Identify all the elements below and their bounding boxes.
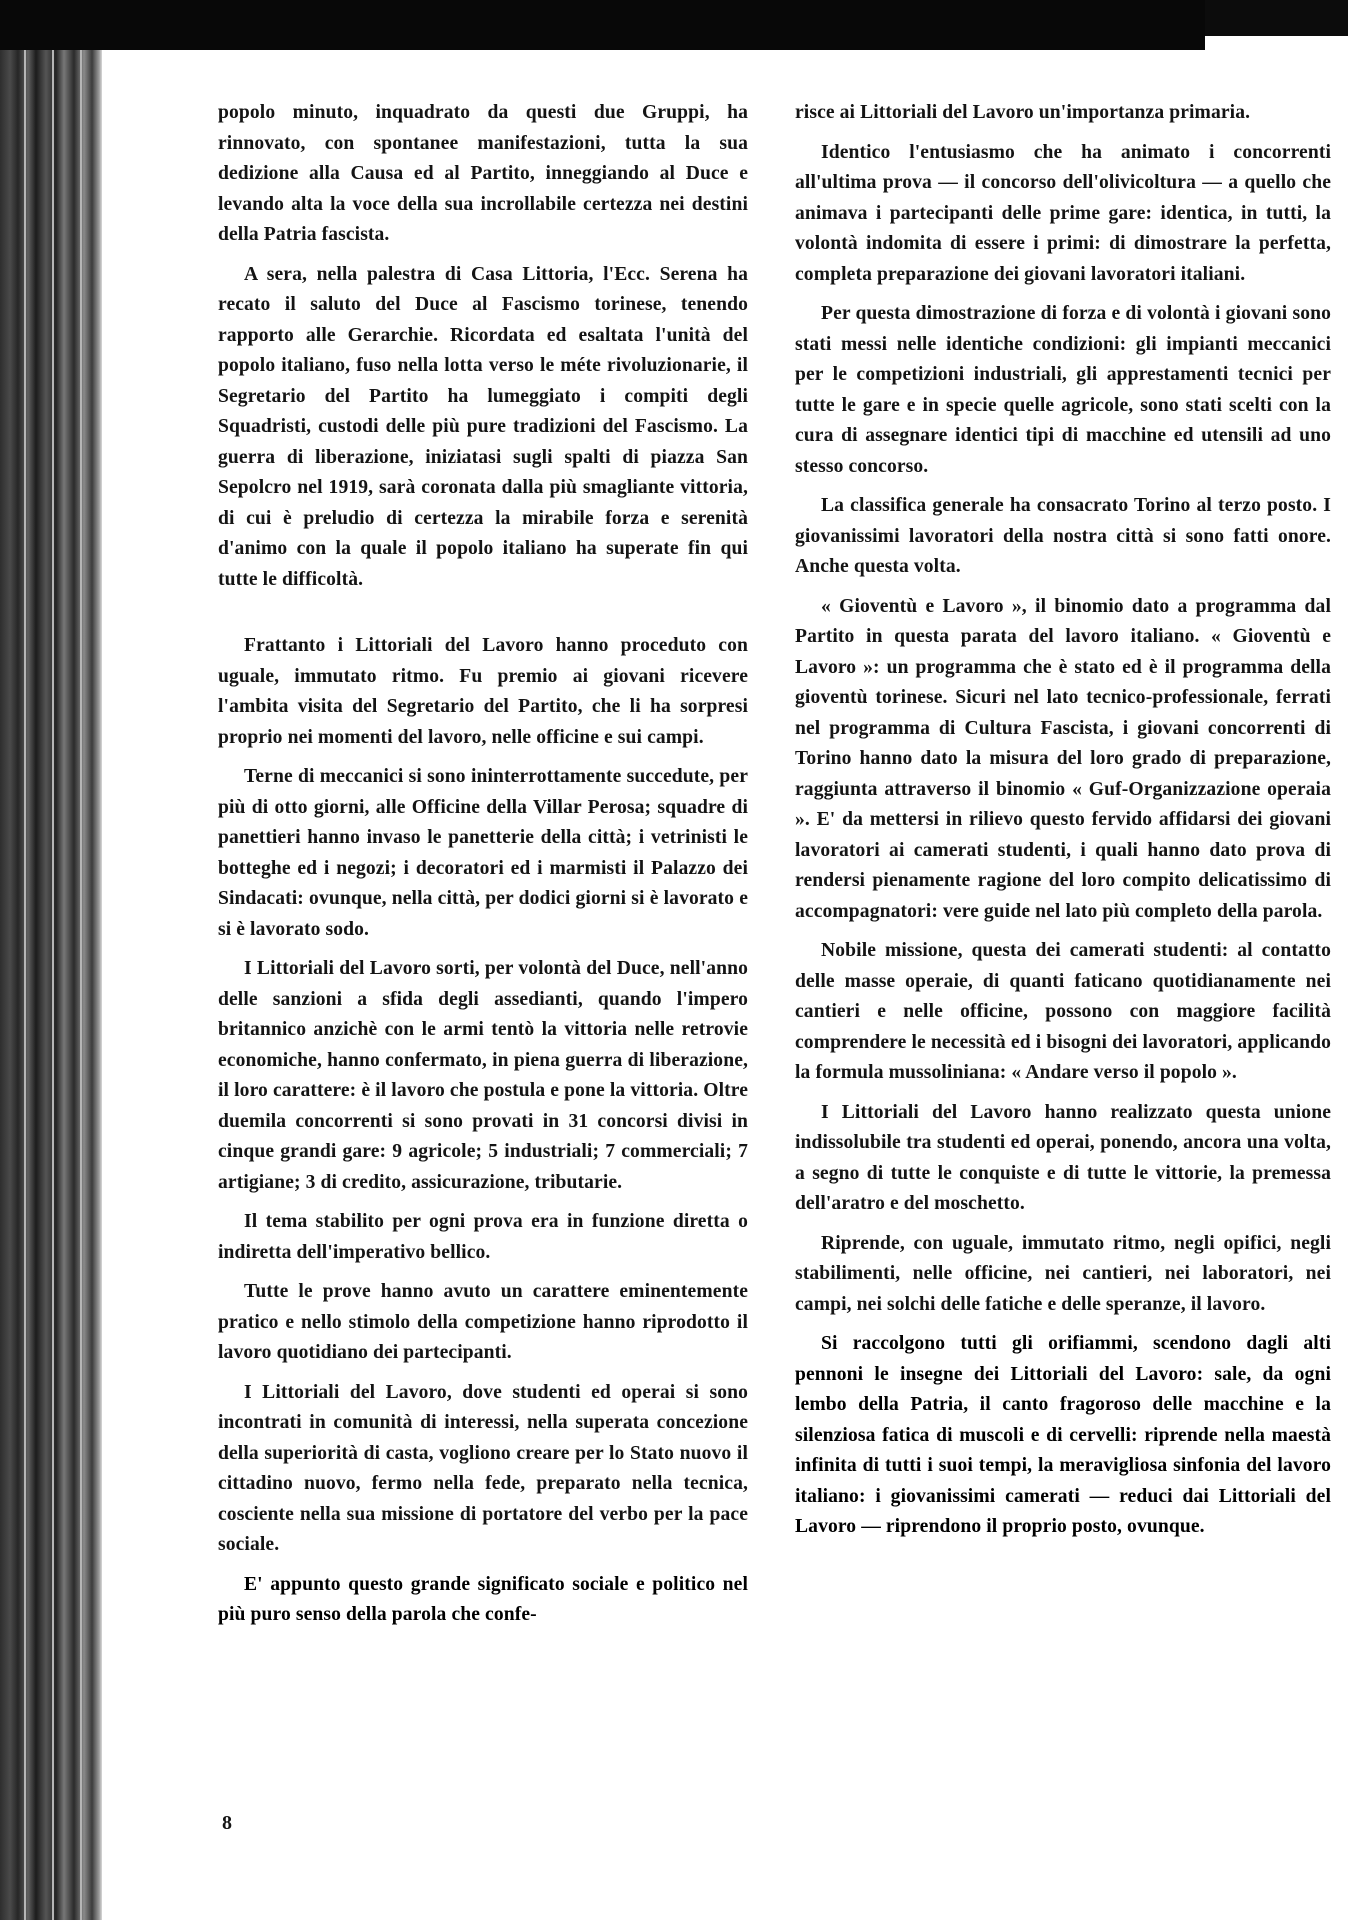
paragraph: Si raccolgono tutti gli orifiammi, scendono dagli alti pennoni le insegne dei Littoriali del Lavoro: sale, da ogni lembo della Patria, il canto fragoroso delle macchine e la silenziosa fatica di muscoli e di cervelli: riprende nella maestà infinita di tutti i suoi tempi, la meravigliosa sinfonia del lavoro italiano: i giovanissimi camerati — reduci dai Littoriali del Lavoro — riprendono il proprio posto, ovunque. (795, 1333, 1331, 1537)
scan-top-border-right (1205, 0, 1348, 36)
spine-line (80, 50, 82, 1920)
page-number: 8 (222, 1812, 232, 1834)
paragraph: La classifica generale ha consacrato Torino al terzo posto. I giovanissimi lavoratori della nostra città si sono fatti onore. Anche questa volta. (795, 495, 1331, 577)
paragraph: Tutte le prove hanno avuto un carattere eminentemente pratico e nello stimolo della competizione hanno riprodotto il lavoro quotidiano dei partecipanti. (218, 1281, 748, 1363)
paragraph: I Littoriali del Lavoro sorti, per volontà del Duce, nell'anno delle sanzioni a sfida degli assedianti, quando l'impero britannico anzichè con le armi tentò la vittoria nelle retrovie economiche, hanno confermato, in piena guerra di liberazione, il loro carattere: è il lavoro che postula e pone la vittoria. Oltre duemila concorrenti si sono provati in 31 concorsi divisi in cinque grandi gare: 9 agricole; 5 industriali; 7 commerciali; 7 artigiane; 3 di credito, assicurazione, tributarie. (218, 958, 748, 1193)
paragraph: Identico l'entusiasmo che ha animato i concorrenti all'ultima prova — il concorso dell'olivicoltura — a quello che animava i partecipanti delle prime gare: identica, in tutti, la volontà indomita di essere i primi: di dimostrare la perfetta, completa preparazione dei giovani lavoratori italiani. (795, 141, 1331, 285)
spine-line (24, 50, 26, 1920)
right-text-column (795, 98, 1331, 1552)
spine-line (52, 50, 54, 1920)
paragraph: Terne di meccanici si sono ininterrottamente succedute, per più di otto giorni, alle Officine della Villar Perosa; squadre di panettieri hanno invaso le panetterie della città; i vetrinisti le botteghe ed i negozi; i decoratori ed i marmisti il Palazzo dei Sindacati: ovunque, nella città, per dodici giorni si è lavorato e si è lavorato sodo. (218, 766, 748, 940)
paragraph: Per questa dimostrazione di forza e di volontà i giovani sono stati messi nelle identiche condizioni: gli impianti meccanici per le competizioni industriali, gli apprestamenti tecnici per tutte le gare e in specie quelle agricole, sono stati scelti con la cura di assegnare identici tipi di macchine ed utensili ad uno stesso concorso. (795, 303, 1331, 477)
paragraph: Frattanto i Littoriali del Lavoro hanno proceduto con uguale, immutato ritmo. Fu premio ai giovani ricevere l'ambita visita del Segretario del Partito, che li ha sorpresi proprio nei momenti del lavoro, nelle officine e sui campi. (218, 635, 748, 748)
paragraph: Il tema stabilito per ogni prova era in funzione diretta o indiretta dell'imperativo bellico. (218, 1211, 748, 1263)
left-text-column (218, 98, 748, 1640)
paragraph: E' appunto questo grande significato sociale e politico nel più puro senso della parola che confe- (218, 1573, 748, 1625)
scan-top-border (0, 0, 1205, 50)
paragraph: A sera, nella palestra di Casa Littoria, l'Ecc. Serena ha recato il saluto del Duce al Fascismo torinese, tenendo rapporto alle Gerarchie. Ricordata ed esaltata l'unità del popolo italiano, fuso nella lotta verso le méte rivoluzionarie, il Segretario del Partito ha lumeggiato i compiti degli Squadristi, custodi delle più pure tradizioni del Fascismo. La guerra di liberazione, iniziatasi sugli spalti di piazza San Sepolcro nel 1919, sarà coronata dalla più smagliante vittoria, di cui è preludio di certezza la mirabile forza e serenità d'animo con la quale il popolo italiano ha superate fin qui tutte le difficoltà. (218, 263, 748, 590)
paragraph: I Littoriali del Lavoro, dove studenti ed operai si sono incontrati in comunità di interessi, nella superata concezione della superiorità di casta, vogliono creare per lo Stato nuovo il cittadino nuovo, fermo nella fede, preparato nella tecnica, cosciente nella sua missione di portatore del verbo per la pace sociale. (218, 1381, 748, 1555)
paragraph: Nobile missione, questa dei camerati studenti: al contatto delle masse operaie, di quanti faticano quotidianamente nei cantieri e nelle officine, possono con maggiore facilità comprendere le necessità ed i bisogni dei lavoratori, applicando la formula mussoliniana: « Andare verso il popolo ». (795, 940, 1331, 1083)
paragraph: « Gioventù e Lavoro », il binomio dato a programma dal Partito in questa parata del lavoro italiano. « Gioventù e Lavoro »: un programma che è stato ed è il programma della gioventù torinese. Sicuri nel lato tecnico-professionale, ferrati nel programma di Cultura Fascista, i giovani concorrenti di Torino hanno dato la misura del loro grado di preparazione, raggiunta attraverso il binomio « Guf-Organizzazione operaia ». E' da mettersi in rilievo questo fervido affidarsi dei giovani lavoratori ai camerati studenti, i quali hanno dato prova di rendersi pienamente ragione del loro compito delicatissimo di accompagnatori: vere guide nel lato più completo della parola. (795, 595, 1331, 922)
paragraph: risce ai Littoriali del Lavoro un'importanza primaria. (795, 102, 1251, 123)
book-spine-edge (0, 50, 102, 1920)
paragraph: Riprende, con uguale, immutato ritmo, negli opifici, negli stabilimenti, nelle officine, nei cantieri, nei laboratori, nei campi, nei solchi delle fatiche e delle speranze, il lavoro. (795, 1232, 1331, 1315)
paragraph: popolo minuto, inquadrato da questi due Gruppi, ha rinnovato, con spontanee manifestazioni, tutta la sua dedizione alla Causa ed al Partito, inneggiando al Duce e levando alta la voce della sua incrollabile certezza nei destini della Patria fascista. (218, 102, 748, 245)
paragraph: I Littoriali del Lavoro hanno realizzato questa unione indissolubile tra studenti ed operai, ponendo, ancora una volta, a segno di tutte le conquiste e di tutte le vittorie, la premessa dell'aratro e del moschetto. (795, 1101, 1331, 1214)
